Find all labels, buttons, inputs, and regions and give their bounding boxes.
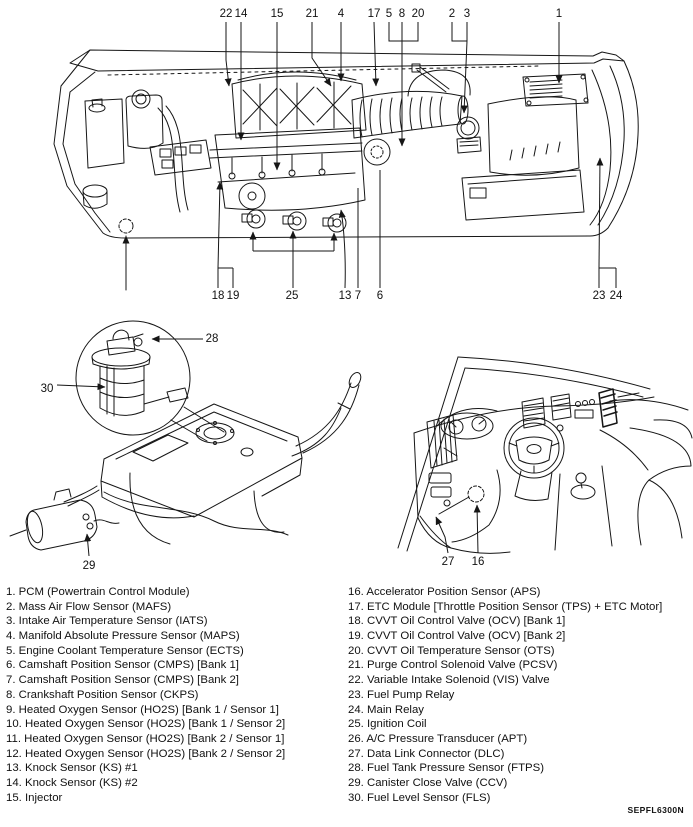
legend-item: 9. Heated Oxygen Sensor (HO2S) [Bank 1 / Sensor 1] — [6, 703, 279, 716]
callout-5: 5 — [385, 8, 393, 20]
legend-item: 28. Fuel Tank Pressure Sensor (FTPS) — [348, 762, 545, 775]
legend-item: 22. Variable Intake Solenoid (VIS) Valve — [348, 674, 550, 687]
legend-item: 7. Camshaft Position Sensor (CMPS) [Bank 2] — [6, 674, 239, 687]
legend-item: 23. Fuel Pump Relay — [348, 688, 455, 701]
callout-23: 23 — [592, 290, 606, 302]
legend-left-list — [6, 585, 344, 805]
legend-item: 27. Data Link Connector (DLC) — [348, 747, 505, 760]
callout-7: 7 — [354, 290, 362, 302]
engine-bay-illustration — [54, 50, 638, 290]
fuel-tank-illustration — [10, 321, 363, 550]
callout-8: 8 — [398, 8, 406, 20]
callout-20: 20 — [411, 8, 425, 20]
legend-item: 6. Camshaft Position Sensor (CMPS) [Bank 1] — [6, 659, 239, 672]
legend-item: 30. Fuel Level Sensor (FLS) — [348, 791, 491, 804]
legend-item: 26. A/C Pressure Transducer (APT) — [348, 732, 528, 745]
callout-22: 22 — [219, 8, 233, 20]
callout-4: 4 — [337, 8, 345, 20]
fuel-tank-callout-lines — [57, 339, 203, 556]
callout-18: 18 — [211, 290, 225, 302]
legend-item: 11. Heated Oxygen Sensor (HO2S) [Bank 2 / Sensor 1] — [6, 732, 285, 745]
callout-27: 27 — [441, 556, 455, 568]
legend-item: 16. Accelerator Position Sensor (APS) — [348, 586, 541, 598]
callout-21: 21 — [305, 8, 319, 20]
legend-item: 21. Purge Control Solenoid Valve (PCSV) — [348, 659, 558, 672]
legend-item: 15. Injector — [6, 791, 63, 804]
legend-right-column — [348, 585, 692, 805]
legend-item: 17. ETC Module [Throttle Position Sensor (TPS) + ETC Motor] — [348, 600, 663, 613]
legend-item: 24. Main Relay — [348, 703, 424, 716]
legend-item: 2. Mass Air Flow Sensor (MAFS) — [6, 600, 172, 613]
legend-item: 12. Heated Oxygen Sensor (HO2S) [Bank 2 / Sensor 2] — [6, 747, 286, 760]
legend-left-column — [6, 585, 344, 805]
legend-item: 20. CVVT Oil Temperature Sensor (OTS) — [348, 644, 555, 657]
legend-item: 19. CVVT Oil Control Valve (OCV) [Bank 2] — [348, 630, 566, 643]
callout-28: 28 — [205, 333, 219, 345]
callout-25: 25 — [285, 290, 299, 302]
legend-item: 25. Ignition Coil — [348, 718, 427, 731]
legend-item: 29. Canister Close Valve (CCV) — [348, 776, 508, 789]
callout-29: 29 — [82, 560, 96, 572]
legend-item: 5. Engine Coolant Temperature Sensor (ECTS) — [6, 644, 244, 657]
callout-6: 6 — [376, 290, 384, 302]
legend-right-list — [348, 585, 692, 805]
legend-item: 3. Intake Air Temperature Sensor (IATS) — [6, 615, 208, 628]
callout-13: 13 — [338, 290, 352, 302]
callout-30: 30 — [40, 383, 54, 395]
callout-14: 14 — [234, 8, 248, 20]
figure-code: SEPFL6300N — [627, 805, 684, 815]
legend-item: 13. Knock Sensor (KS) #1 — [6, 762, 138, 775]
callout-24: 24 — [609, 290, 623, 302]
legend-item: 14. Knock Sensor (KS) #2 — [6, 776, 138, 789]
legend-item: 10. Heated Oxygen Sensor (HO2S) [Bank 1 / Sensor 2] — [6, 718, 286, 731]
callout-19: 19 — [226, 290, 240, 302]
callout-15: 15 — [270, 8, 284, 20]
legend-item: 1. PCM (Powertrain Control Module) — [6, 586, 190, 598]
legend-item: 8. Crankshaft Position Sensor (CKPS) — [6, 688, 199, 701]
callout-17: 17 — [367, 8, 381, 20]
callout-16: 16 — [471, 556, 485, 568]
callout-2: 2 — [448, 8, 456, 20]
legend-item: 4. Manifold Absolute Pressure Sensor (MAPS) — [6, 630, 240, 643]
dashboard-illustration — [398, 357, 692, 553]
callout-1: 1 — [555, 8, 563, 20]
legend-item: 18. CVVT Oil Control Valve (OCV) [Bank 1] — [348, 615, 566, 628]
callout-3: 3 — [463, 8, 471, 20]
